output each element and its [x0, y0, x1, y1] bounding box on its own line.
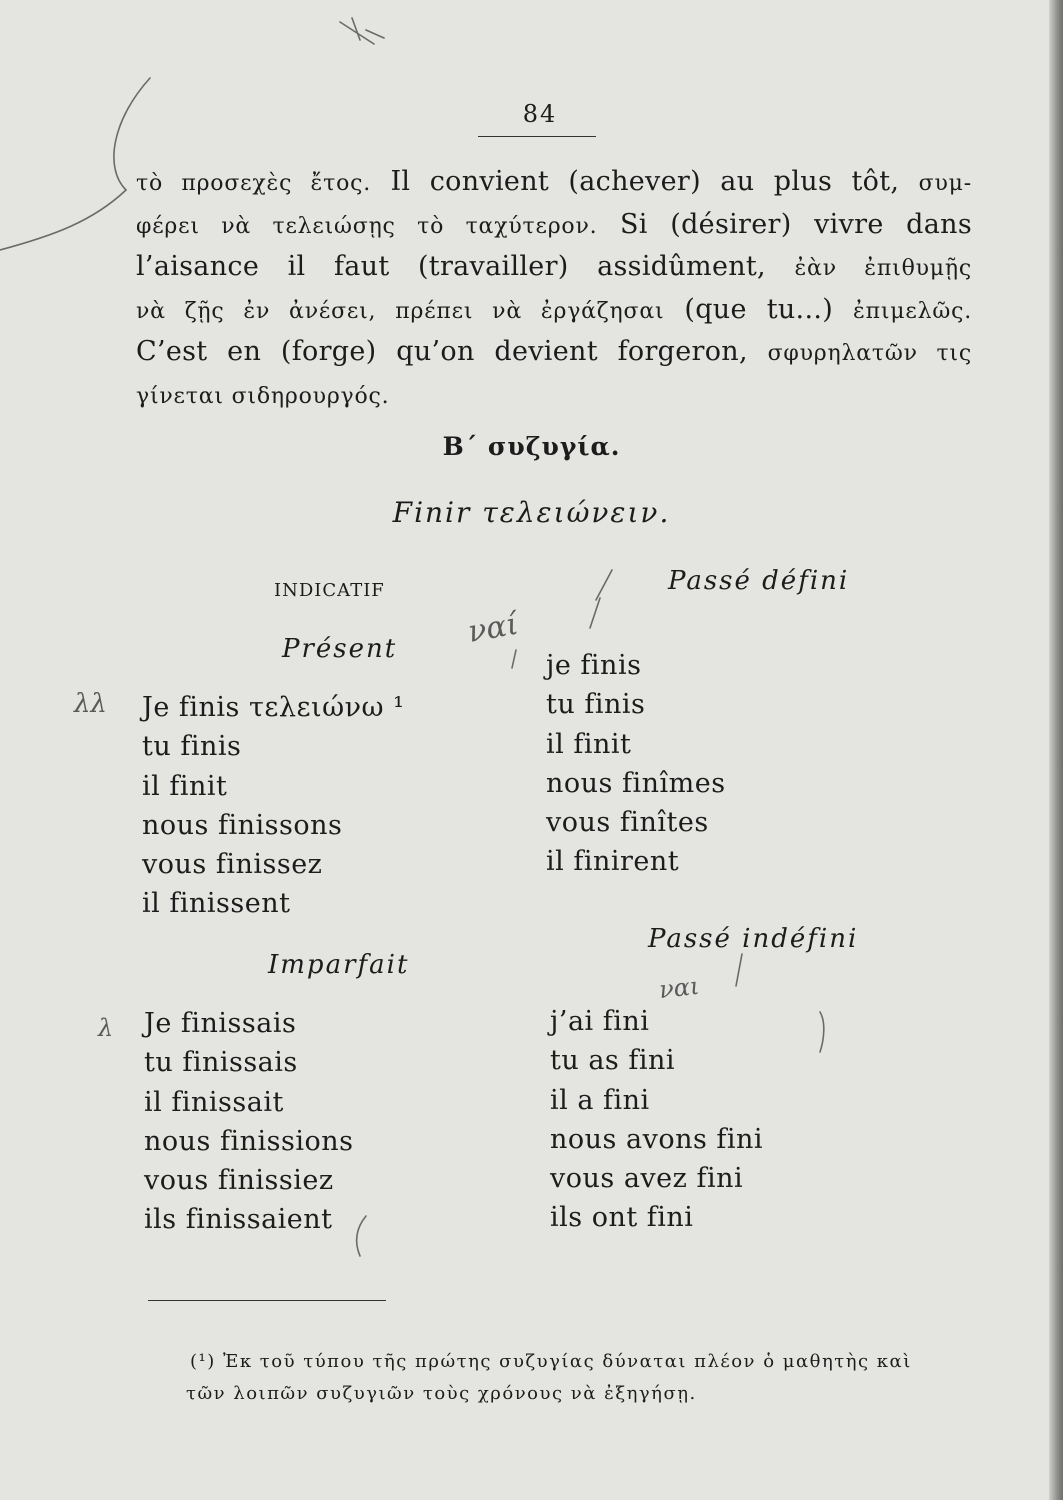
conjugation-form: vous finissez	[142, 849, 323, 881]
conjugation-form: nous finîmes	[546, 767, 726, 799]
conjugation-form: vous finîtes	[546, 807, 709, 839]
greek-text: τὸ προσεχὲς ἔτος.	[136, 171, 372, 196]
french-text: l’aisance il faut (travailler) assidûment,	[136, 251, 795, 282]
conjugation-form: vous avez fini	[550, 1163, 744, 1195]
greek-text: ἐπιμελῶς.	[853, 298, 972, 324]
pencil-bracket-mark	[0, 78, 150, 250]
footnote-line: τῶν λοιπῶν συζυγιῶν τοὺς χρόνους νὰ ἐξηγήσῃ.	[186, 1383, 697, 1404]
greek-text: γίνεται σιδηρουργός.	[136, 383, 390, 409]
pencil-tick-mark	[736, 954, 742, 986]
conjugation-form: tu finis	[142, 731, 242, 763]
section-heading: Β΄ συζυγία.	[442, 432, 621, 461]
page-number: 84	[522, 100, 558, 128]
conjugation-form: j’ai fini	[550, 1006, 650, 1037]
conjugation-form: vous finissiez	[144, 1165, 334, 1197]
tense-title-passe-indefini: Passé indéfini	[648, 924, 859, 954]
conjugation-form: tu finissais	[144, 1047, 298, 1079]
pencil-bracket-mark	[820, 1012, 824, 1052]
greek-text: σφυρηλατῶν τις	[767, 341, 972, 366]
conjugation-form: Je finissais	[144, 1008, 297, 1039]
greek-text: ἐὰν ἐπιθυμῇς	[794, 256, 972, 281]
conjugation-form: il finirent	[546, 846, 680, 878]
tense-title-passe-defini: Passé défini	[668, 566, 850, 596]
tense-title-present: Présent	[282, 634, 398, 664]
pencil-tick-mark	[596, 570, 612, 600]
pencil-tick-mark	[590, 598, 600, 628]
conjugation-form: ils ont fini	[550, 1202, 694, 1234]
conjugation-form: nous avons fini	[550, 1123, 764, 1155]
conjugation-form: nous finissions	[144, 1125, 354, 1157]
conjugation-form: il finit	[142, 770, 228, 802]
conjugation-form: il finissait	[144, 1086, 284, 1118]
verb-title: Finir τελειώνειν.	[392, 496, 671, 529]
handwritten-word-mark: ναι	[657, 971, 701, 1004]
conjugation-form: il a fini	[550, 1084, 650, 1116]
conjugation-form: ils finissaient	[144, 1204, 333, 1236]
conjugation-form: je finis	[546, 650, 642, 681]
french-text: Si (désirer) vivre dans	[597, 208, 972, 240]
pencil-scribble-mark	[340, 18, 384, 44]
conjugation-form: Je finis τελειώνω ¹	[142, 692, 405, 723]
pencil-tick-mark	[512, 650, 516, 668]
conjugation-form: il finit	[546, 728, 632, 760]
mood-label: INDICATIF	[274, 580, 385, 601]
tense-title-imparfait: Imparfait	[268, 950, 410, 980]
french-text: (que tu...)	[664, 293, 854, 325]
french-text: Il convient (achever) au plus tôt,	[371, 166, 919, 197]
conjugation-form: il finissent	[142, 888, 291, 920]
conjugation-form: tu as fini	[550, 1045, 676, 1077]
pencil-bracket-mark	[357, 1216, 366, 1256]
conjugation-form: nous finissons	[142, 809, 343, 841]
handwritten-word-mark: ναί	[465, 606, 521, 650]
handwritten-margin-mark: λλ	[74, 689, 107, 719]
greek-text: συμ-	[918, 171, 972, 196]
greek-text: νὰ ζῇς ἐν ἀνέσει, πρέπει νὰ ἐργάζησαι	[136, 298, 665, 324]
greek-text: φέρει νὰ τελειώσῃς τὸ ταχύτερον.	[136, 213, 598, 239]
handwritten-margin-mark: λ	[98, 1014, 114, 1042]
conjugation-form: tu finis	[546, 689, 646, 721]
french-text: C’est en (forge) qu’on devient forgeron,	[136, 336, 768, 367]
footnote-line: (¹) Ἐκ τοῦ τύπου τῆς πρώτης συζυγίας δύναται πλέον ὁ μαθητὴς καὶ	[190, 1351, 912, 1372]
